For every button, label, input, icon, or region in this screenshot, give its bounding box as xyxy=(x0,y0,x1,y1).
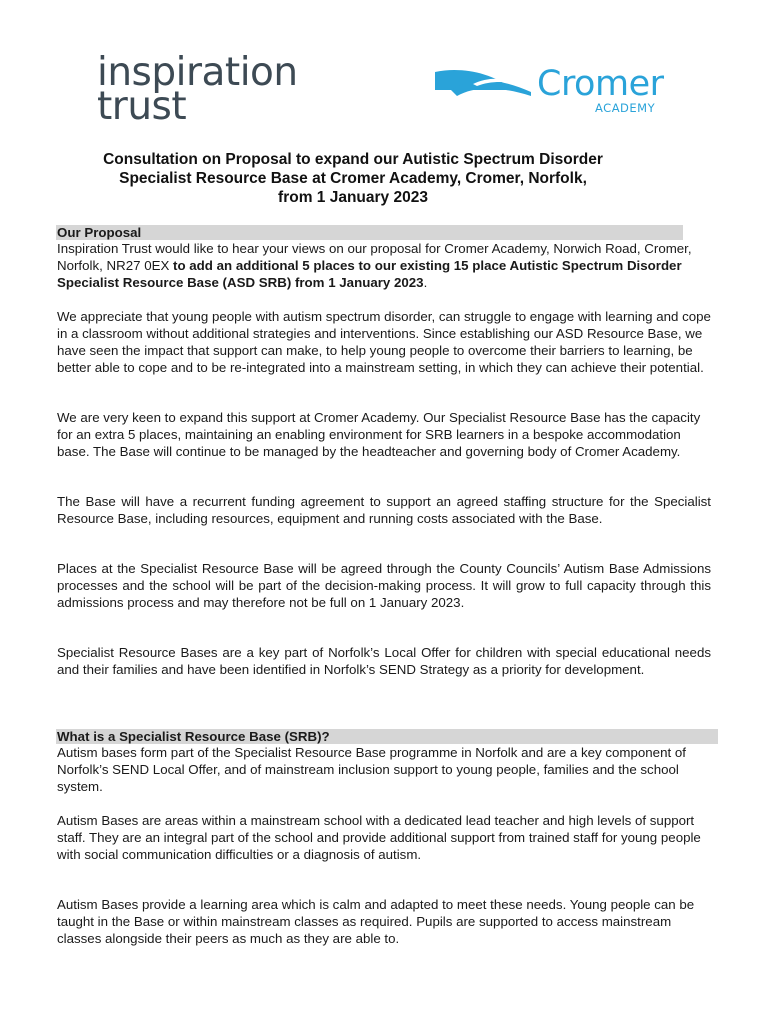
srb-paragraph-3: Autism Bases provide a learning area which is calm and adapted to meet these needs. Young people can be taught in the Base or within mainstream classes as required. Pupils are supported to access mainstream classes alongside their peers as much as they are able to. xyxy=(57,897,695,946)
proposal-paragraph-6: Specialist Resource Bases are a key part of Norfolk’s Local Offer for children with special educational needs and their families and have been identified in Norfolk’s SEND Strategy as a priority for development. xyxy=(57,645,711,677)
proposal-paragraph-5: Places at the Specialist Resource Base will be agreed through the County Councils’ Autism Base Admissions processes and the school will be part of the decision-making process. It will grow to full capacity through this admissions process and may therefore not be full on 1 January 2023. xyxy=(57,561,711,610)
srb-paragraph-1: Autism bases form part of the Specialist Resource Base programme in Norfolk and are a key component of Norfolk’s SEND Local Offer, and of mainstream inclusion support to young people, families and the school system. xyxy=(57,745,686,794)
proposal-paragraph-1 xyxy=(57,241,711,292)
srb-paragraph-2: Autism Bases are areas within a mainstream school with a dedicated lead teacher and high levels of support staff. They are an integral part of the school and provide additional support from trained staff for young people with social communication difficulties or a diagnosis of autism. xyxy=(57,813,701,862)
logo-text-academy: ACADEMY xyxy=(595,101,656,115)
logo-text-inspiration: inspiration xyxy=(97,50,298,95)
proposal-bold-text: to add an additional 5 places to our existing 15 place Autistic Spectrum Disorder Specialist Resource Base (ASD SRB) from 1 January 2023 xyxy=(57,257,682,290)
proposal-paragraph-2: We appreciate that young people with autism spectrum disorder, can struggle to engage with learning and cope in a classroom without additional strategies and interventions. Since establishing our ASD Resource Base, we have seen the impact that support can make, to help young people to overcome their barriers to learning, be better able to cope and to be re-integrated into a mainstream setting, in which they can achieve their potential. xyxy=(57,309,711,375)
proposal-end-text: . xyxy=(423,274,428,290)
title-line-3: from 1 January 2023 xyxy=(278,189,428,206)
section-heading-our-proposal: Our Proposal xyxy=(56,225,683,240)
inspiration-trust-logo xyxy=(97,50,298,129)
proposal-intro-text: Inspiration Trust would like to hear your views on our proposal for Cromer Academy, Norwich Road, Cromer, Norfolk, NR27 0EX xyxy=(57,241,692,273)
section-heading-what-is-srb: What is a Specialist Resource Base (SRB)? xyxy=(56,729,718,744)
proposal-paragraph-4: The Base will have a recurrent funding agreement to support an agreed staffing structure for the Specialist Resource Base, including resources, equipment and running costs associated with the Base. xyxy=(57,494,711,526)
document-title xyxy=(40,150,666,207)
proposal-paragraph-3: We are very keen to expand this support at Cromer Academy. Our Specialist Resource Base has the capacity for an extra 5 places, maintaining an enabling environment for SRB learners in a bespoke accommodation base. The Base will continue to be managed by the headteacher and governing body of Cromer Academy. xyxy=(57,410,701,459)
logo-text-cromer: Cromer xyxy=(537,64,664,104)
title-line-1: Consultation on Proposal to expand our Autistic Spectrum Disorder xyxy=(103,151,603,168)
cromer-academy-logo xyxy=(433,66,693,126)
wave-icon xyxy=(433,68,533,100)
logo-text-trust: trust xyxy=(97,84,187,129)
title-line-2: Specialist Resource Base at Cromer Academy, Cromer, Norfolk, xyxy=(119,170,587,187)
